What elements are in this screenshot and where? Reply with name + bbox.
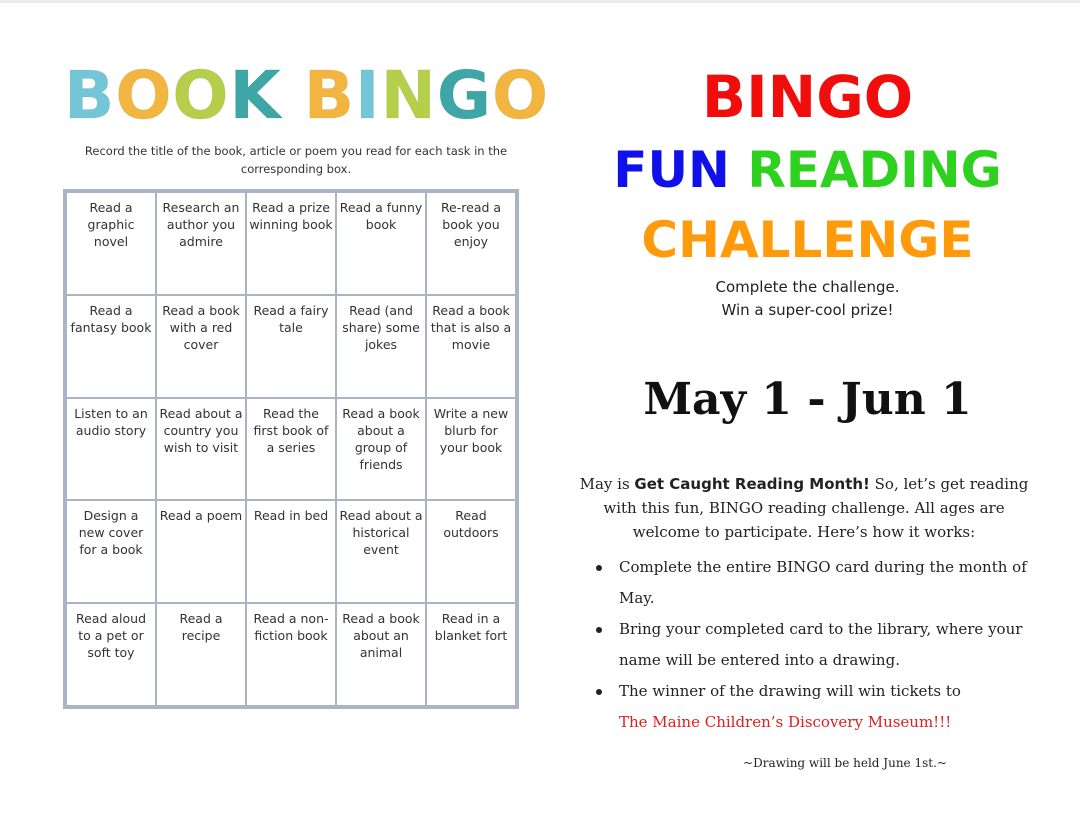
bingo-cell: Listen to an audio story — [66, 398, 156, 501]
intro-paragraph — [569, 472, 1039, 544]
top-border — [0, 0, 1080, 3]
bingo-cell: Research an author you admire — [156, 192, 246, 295]
rule-item — [593, 614, 1033, 676]
heading-challenge: CHALLENGE — [641, 211, 974, 269]
bingo-cell: Read a book about a group of friends — [336, 398, 426, 501]
title-letter: O — [492, 57, 550, 134]
bingo-cell: Read a book about an animal — [336, 603, 426, 706]
bingo-cell: Read a recipe — [156, 603, 246, 706]
title-letter: O — [115, 57, 173, 134]
book-bingo-card — [58, 57, 550, 718]
bingo-cell: Read a fairy tale — [246, 295, 336, 398]
bingo-cell: Read (and share) some jokes — [336, 295, 426, 398]
title-letter: B — [303, 57, 355, 134]
heading-fun-reading — [555, 138, 1060, 202]
title-letter: B — [64, 57, 116, 134]
bingo-cell: Read aloud to a pet or soft toy — [66, 603, 156, 706]
bingo-cell: Read a prize winning book — [246, 192, 336, 295]
museum-name: The Maine Children’s Discovery Museum!!! — [619, 713, 952, 731]
bingo-cell: Re-read a book you enjoy — [426, 192, 516, 295]
bingo-cell: Read outdoors — [426, 500, 516, 603]
card-instruction: Record the title of the book, article or poem you read for each task in the corresponding box. — [84, 144, 508, 176]
bingo-cell: Design a new cover for a book — [66, 500, 156, 603]
bingo-cell: Read a non-fiction book — [246, 603, 336, 706]
heading-fun: FUN — [613, 141, 730, 199]
rules-list — [593, 552, 1033, 738]
bingo-grid — [63, 189, 519, 709]
bingo-cell: Read in bed — [246, 500, 336, 603]
bingo-cell: Read a book that is also a movie — [426, 295, 516, 398]
bingo-cell: Read about a country you wish to visit — [156, 398, 246, 501]
title-letter: N — [380, 57, 437, 134]
rule-item — [593, 552, 1033, 614]
rule-text: Complete the entire BINGO card during the month of May. — [619, 558, 1027, 607]
bingo-cell: Read the first book of a series — [246, 398, 336, 501]
heading-bingo: BINGO — [701, 63, 914, 131]
rule-text: Bring your completed card to the library, where your name will be entered into a drawing. — [619, 620, 1023, 669]
rule-text: The winner of the drawing will win tickets to — [619, 682, 961, 700]
title-letter: I — [355, 57, 381, 134]
bingo-cell: Read a fantasy book — [66, 295, 156, 398]
drawing-note: ~Drawing will be held June 1st.~ — [743, 756, 947, 770]
title-letter: G — [436, 57, 492, 134]
subtitle-line-1: Complete the challenge. — [715, 278, 900, 296]
book-bingo-title — [64, 57, 550, 134]
title-letter: O — [172, 57, 230, 134]
heading-reading: READING — [747, 141, 1002, 199]
bingo-cell: Read a graphic novel — [66, 192, 156, 295]
date-range: May 1 - Jun 1 — [643, 374, 972, 425]
intro-post: So, let’s get reading with this fun, BINGO reading challenge. All ages are welcome to participate. Here’s how it works: — [603, 475, 1029, 541]
title-letter: K — [229, 57, 282, 134]
bingo-cell: Read a book with a red cover — [156, 295, 246, 398]
intro-pre: May is — [579, 475, 635, 493]
rule-item — [593, 676, 1033, 738]
bingo-cell: Read a poem — [156, 500, 246, 603]
subtitle-line-2: Win a super-cool prize! — [721, 301, 894, 319]
bingo-cell: Write a new blurb for your book — [426, 398, 516, 501]
bingo-cell: Read about a historical event — [336, 500, 426, 603]
bingo-cell: Read a funny book — [336, 192, 426, 295]
bingo-cell: Read in a blanket fort — [426, 603, 516, 706]
intro-bold: Get Caught Reading Month! — [634, 475, 870, 493]
subtitle — [555, 276, 1060, 322]
